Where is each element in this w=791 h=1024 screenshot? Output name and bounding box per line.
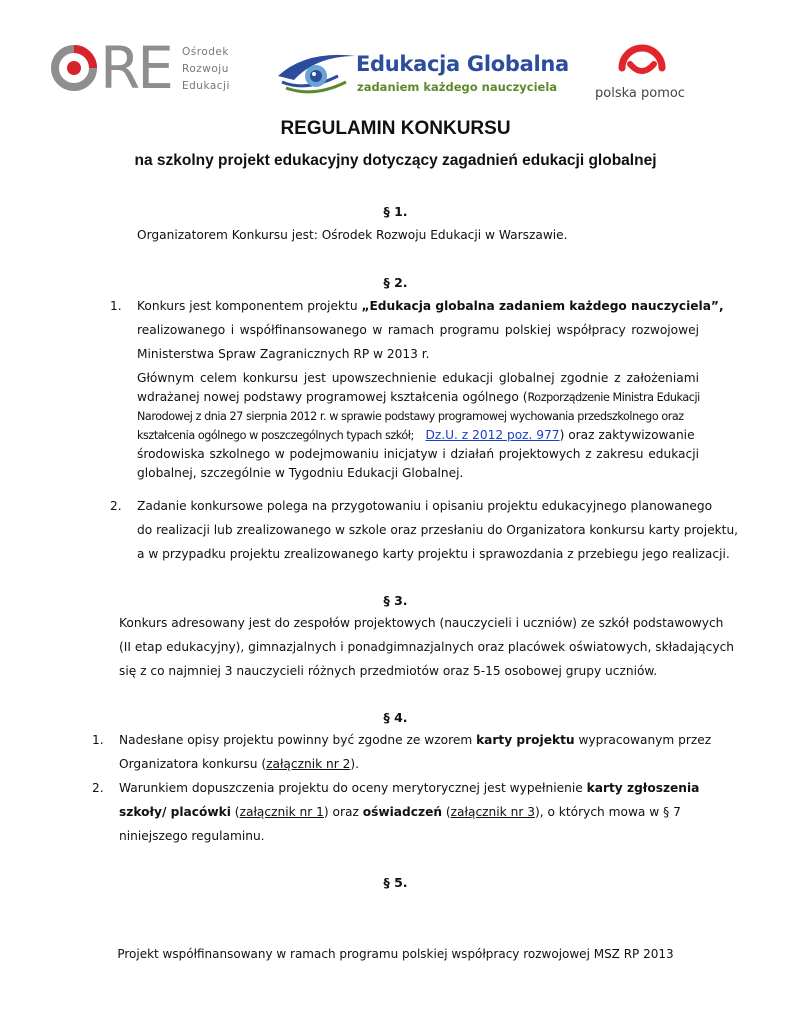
- s4-item2-text-d: ) oraz: [323, 805, 363, 819]
- s2-item1-line1-text: Konkurs jest komponentem projektu: [137, 299, 362, 313]
- s4-item1-text-e: ).: [350, 757, 360, 771]
- s4-item2-text-f: (: [442, 805, 451, 819]
- s2-goal-line5: środowiska szkolnego w podejmowaniu inicjatyw i działań projektowych z zakresu edukacji: [137, 447, 699, 461]
- s2-goal-line4: [137, 427, 699, 444]
- ore-line-2: Rozwoju: [182, 63, 229, 75]
- s2-item1-line2: realizowanego i współfinansowanego w ramach programu polskiej współpracy rozwojowej: [137, 323, 699, 337]
- ore-subtitle: [182, 44, 230, 95]
- section-2-heading: § 2.: [383, 275, 408, 290]
- attachment-3-link[interactable]: załącznik nr 3: [450, 805, 535, 819]
- oswiadczen: oświadczeń: [362, 805, 443, 819]
- s4-item2-text-b: (: [230, 805, 240, 819]
- section-3-heading: § 3.: [383, 593, 408, 608]
- s4-item2-line3: niniejszego regulaminu.: [119, 829, 265, 843]
- s4-item2-text-h: ), o których mowa w § 7: [534, 805, 681, 819]
- s2-item2-line2: do realizacji lub zrealizowanego w szkole oraz przesłaniu do Organizatora konkursu karty projektu,: [137, 523, 739, 537]
- s3-line3: się z co najmniej 3 nauczycieli różnych przedmiotów oraz 5-15 osobowej grupy uczniów.: [119, 664, 658, 678]
- eg-title: Edukacja Globalna: [356, 52, 569, 76]
- regulation-ref-1: Rozporządzenie Ministra Edukacji: [527, 391, 700, 404]
- page-title: REGULAMIN KONKURSU: [280, 118, 511, 139]
- page-subtitle: na szkolny projekt edukacyjny dotyczący zagadnień edukacji globalnej: [134, 152, 657, 169]
- section-4-heading: § 4.: [383, 710, 408, 725]
- ore-line-1: Ośrodek: [182, 46, 229, 58]
- s2-goal-line2: [137, 389, 699, 406]
- s4-item1-text-a: Nadesłane opisy projektu powinny być zgodne ze wzorem: [119, 733, 477, 747]
- szkoly-placowki: szkoły/ placówki: [119, 805, 231, 819]
- regulation-ref-2: Narodowej z dnia 27 sierpnia 2012 r.: [137, 410, 327, 423]
- polska-pomoc-icon: [614, 38, 670, 84]
- ore-line-3: Edukacji: [182, 80, 230, 92]
- ore-letters: RE: [100, 34, 171, 102]
- attachment-1-link[interactable]: załącznik nr 1: [239, 805, 324, 819]
- page-footer: Projekt współfinansowany w ramach programu polskiej współpracy rozwojowej MSZ RP 2013: [117, 947, 674, 961]
- list-number: 2.: [92, 781, 104, 795]
- s2-item1-line1: [137, 298, 724, 315]
- ore-circle-icon: [50, 44, 98, 92]
- globe-eye-icon: [276, 46, 358, 98]
- s4-item2-text-a: Warunkiem dopuszczenia projektu do oceny merytorycznej jest wypełnienie: [119, 781, 587, 795]
- attachment-2-link[interactable]: załącznik nr 2: [266, 757, 351, 771]
- s2-item1-line3: Ministerstwa Spraw Zagranicznych RP w 2013 r.: [137, 347, 430, 361]
- list-number: 1.: [92, 733, 104, 747]
- s2-item2-line3: a w przypadku projektu zrealizowanego karty projektu i sprawozdania z przebiegu jego realizacji.: [137, 547, 730, 561]
- s4-item1-line2: [119, 756, 359, 773]
- eg-subtitle: zadaniem każdego nauczyciela: [357, 80, 558, 94]
- s4-item2-line2: [119, 804, 681, 821]
- s2-goal-line3: [137, 408, 699, 425]
- s4-item1-text-c: wypracowanym przez: [574, 733, 712, 747]
- s2-goal-line1: Głównym celem konkursu jest upowszechnienie edukacji globalnej zgodnie z założeniami: [137, 371, 699, 385]
- project-name: „Edukacja globalna zadaniem każdego nauczyciela”,: [361, 299, 724, 313]
- s4-item1-line1: [119, 732, 711, 749]
- s2-goal-line2-text: wdrażanej nowej podstawy programowej kształcenia ogólnego (: [137, 390, 528, 404]
- list-number: 2.: [110, 499, 122, 513]
- pp-text: polska pomoc: [595, 86, 685, 101]
- s4-item2-line1: [119, 780, 699, 797]
- section-1-heading: § 1.: [383, 204, 408, 219]
- s3-line2: (II etap edukacyjny), gimnazjalnych i ponadgimnazjalnych oraz placówek oświatowych, składających: [119, 640, 734, 654]
- regulation-ref-3: w sprawie podstawy programowej wychowania przedszkolnego oraz: [326, 410, 684, 423]
- s4-item1-text-d: Organizatora konkursu (: [119, 757, 267, 771]
- s2-goal-line6: globalnej, szczególnie w Tygodniu Edukacji Globalnej.: [137, 466, 464, 480]
- s2-goal-line4-text: ) oraz zaktywizowanie: [559, 428, 695, 442]
- karta-projektu: karty projektu: [476, 733, 575, 747]
- regulation-ref-4: kształcenia ogólnego w poszczególnych typach szkół;: [137, 429, 414, 442]
- s3-line1: Konkurs adresowany jest do zespołów projektowych (nauczycieli i uczniów) ze szkół podstawowych: [119, 616, 724, 630]
- section-1-text: Organizatorem Konkursu jest: Ośrodek Rozwoju Edukacji w Warszawie.: [137, 228, 568, 242]
- dzu-link[interactable]: Dz.U. z 2012 poz. 977: [425, 428, 560, 442]
- section-5-heading: § 5.: [383, 875, 408, 890]
- karta-zgloszenia: karty zgłoszenia: [586, 781, 700, 795]
- list-number: 1.: [110, 299, 122, 313]
- s2-item2-line1: Zadanie konkursowe polega na przygotowaniu i opisaniu projektu edukacyjnego planowanego: [137, 499, 713, 513]
